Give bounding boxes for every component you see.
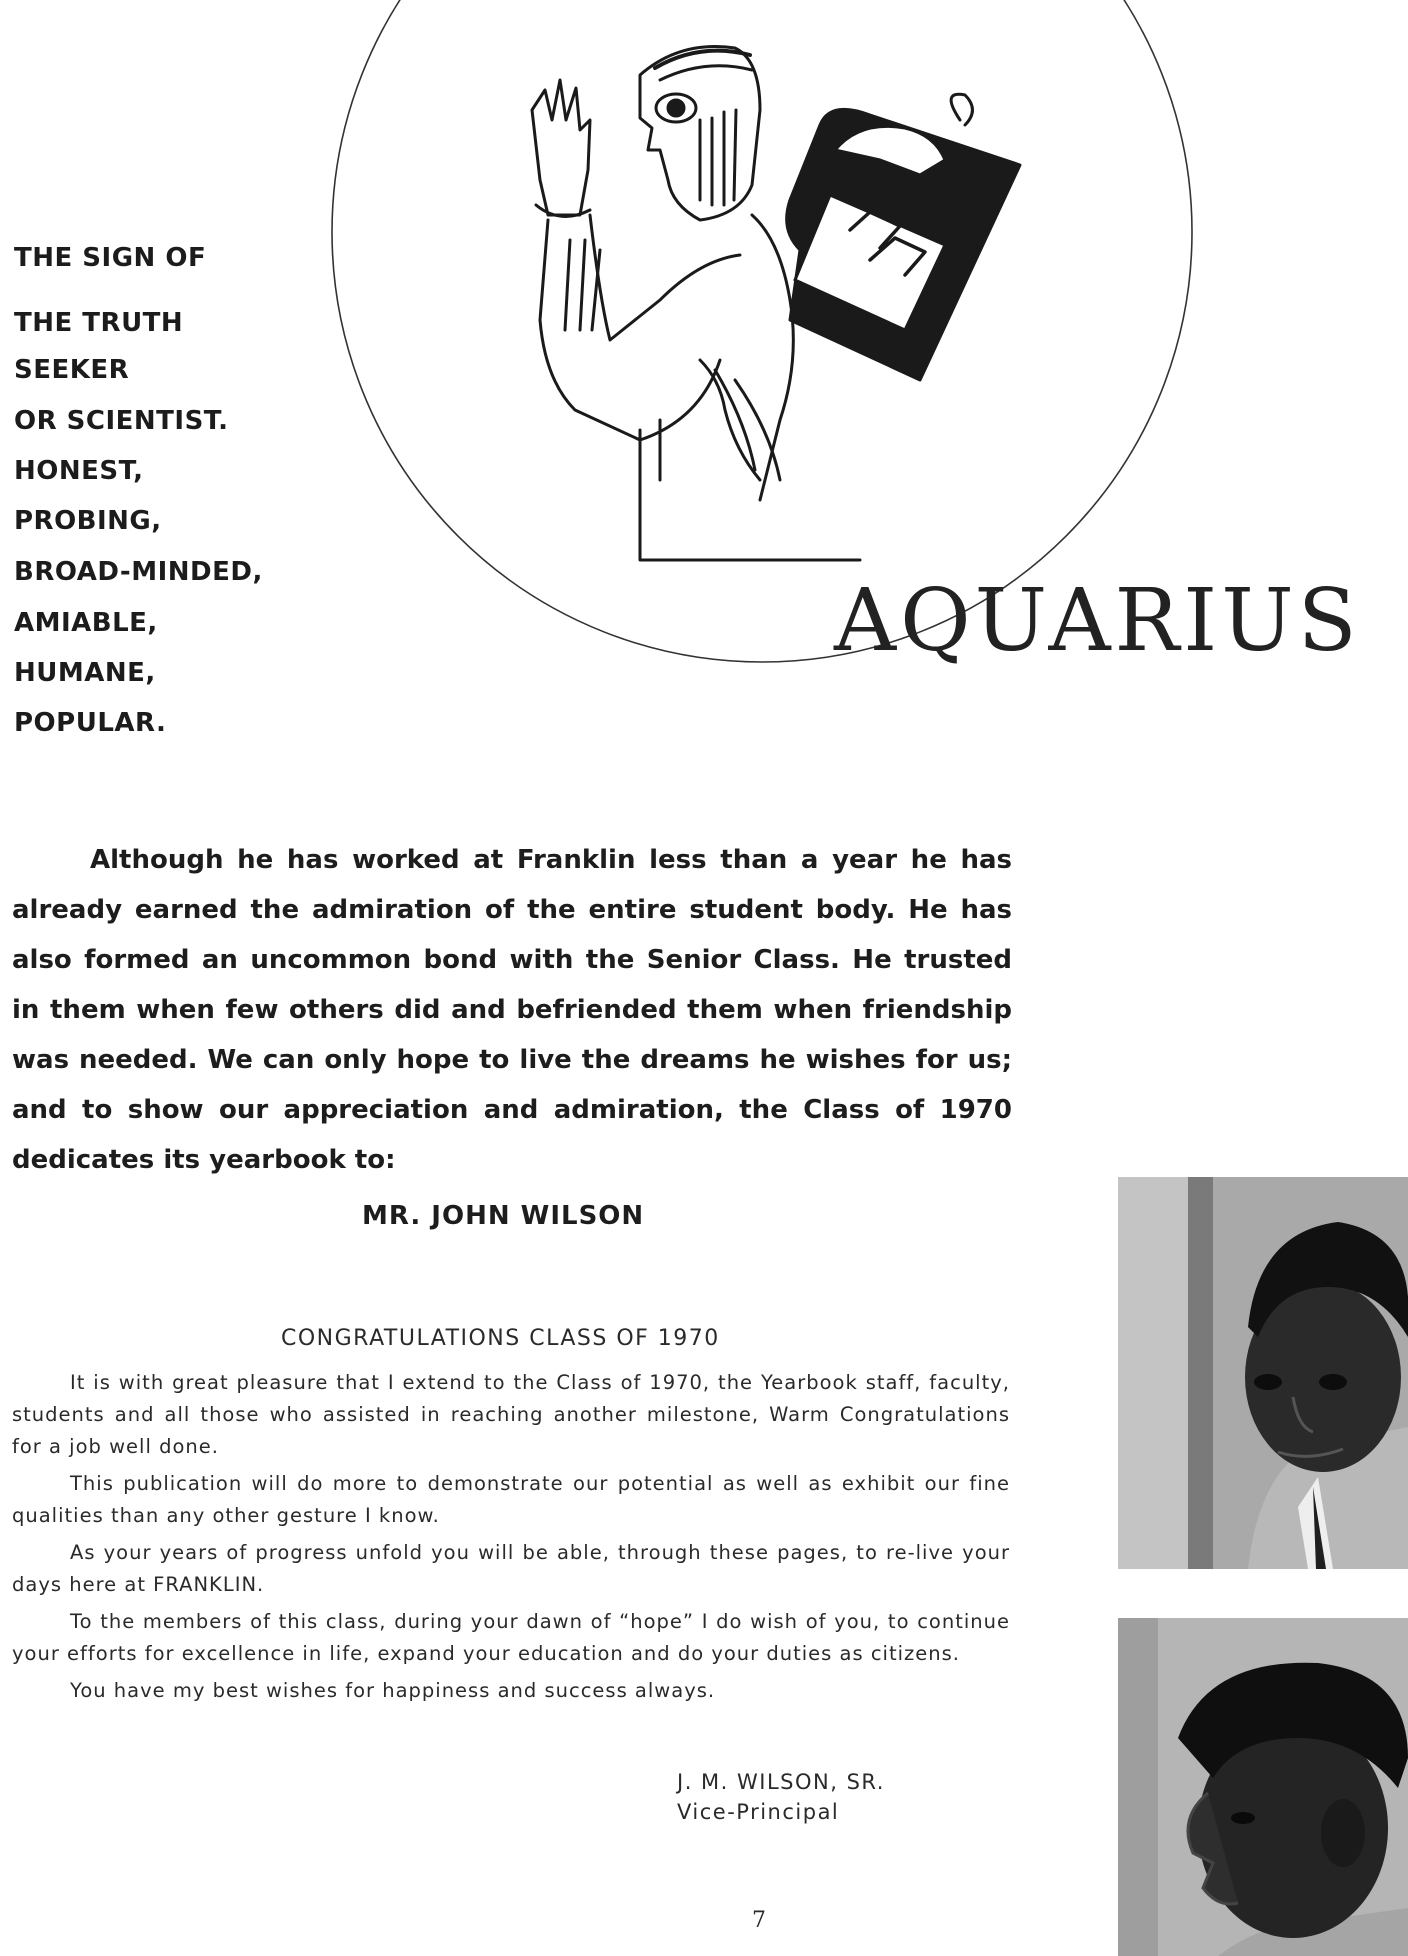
trait-line: AMIABLE,: [14, 608, 158, 638]
trait-line: HONEST,: [14, 456, 144, 486]
message-heading: CONGRATULATIONS CLASS OF 1970: [281, 1326, 720, 1351]
water-bearer-figure: [532, 47, 1020, 560]
honoree-name: MR. JOHN WILSON: [362, 1201, 645, 1231]
trait-line: THE SIGN OF: [14, 243, 207, 273]
signature-block: [677, 1767, 885, 1827]
portrait-photo-front: [1118, 1177, 1408, 1569]
page-title: AQUARIUS: [834, 571, 1361, 671]
trait-line: POPULAR.: [14, 708, 167, 738]
portrait-front-drawing: [1118, 1177, 1408, 1569]
message-paragraph: It is with great pleasure that I extend to the Class of 1970, the Yearbook staff, faculty, students and all those who assisted in reaching another milestone, Warm Congratulations for a job well done.: [12, 1371, 1010, 1458]
zodiac-circle: [332, 0, 1192, 662]
congratulations-message: [12, 1367, 1010, 1712]
trait-line: THE TRUTH: [14, 308, 184, 338]
portrait-profile-drawing: [1118, 1618, 1408, 1956]
dedication-paragraph: Although he has worked at Franklin less than a year he has already earned the admiration of the entire student body. He has also formed an uncommon bond with the Senior Class. He trusted in them when few others did and befriended them when friendship was needed. We can only hope to live the dreams he wishes for us; and to show our appreciation and admiration, the Class of 1970 dedicates its yearbook to:: [12, 845, 1012, 1175]
message-paragraph: To the members of this class, during your dawn of “hope” I do wish of you, to continue your efforts for excellence in life, expand your education and do your duties as citizens.: [12, 1610, 1010, 1665]
trait-line: BROAD-MINDED,: [14, 557, 263, 587]
trait-line: PROBING,: [14, 506, 162, 536]
trait-line: SEEKER: [14, 355, 130, 385]
trait-line: OR SCIENTIST.: [14, 406, 229, 436]
message-paragraph: As your years of progress unfold you will be able, through these pages, to re-live your days here at FRANKLIN.: [12, 1541, 1010, 1596]
page-number: 7: [752, 1908, 766, 1933]
portrait-photo-profile: [1118, 1618, 1408, 1956]
trait-line: HUMANE,: [14, 658, 156, 688]
signature-name: J. M. WILSON, SR.: [677, 1770, 885, 1794]
signature-title: Vice-Principal: [677, 1800, 840, 1824]
message-paragraph: You have my best wishes for happiness and success always.: [70, 1679, 716, 1702]
message-paragraph: This publication will do more to demonstrate our potential as well as exhibit our fine qualities than any other gesture I know.: [12, 1472, 1010, 1527]
